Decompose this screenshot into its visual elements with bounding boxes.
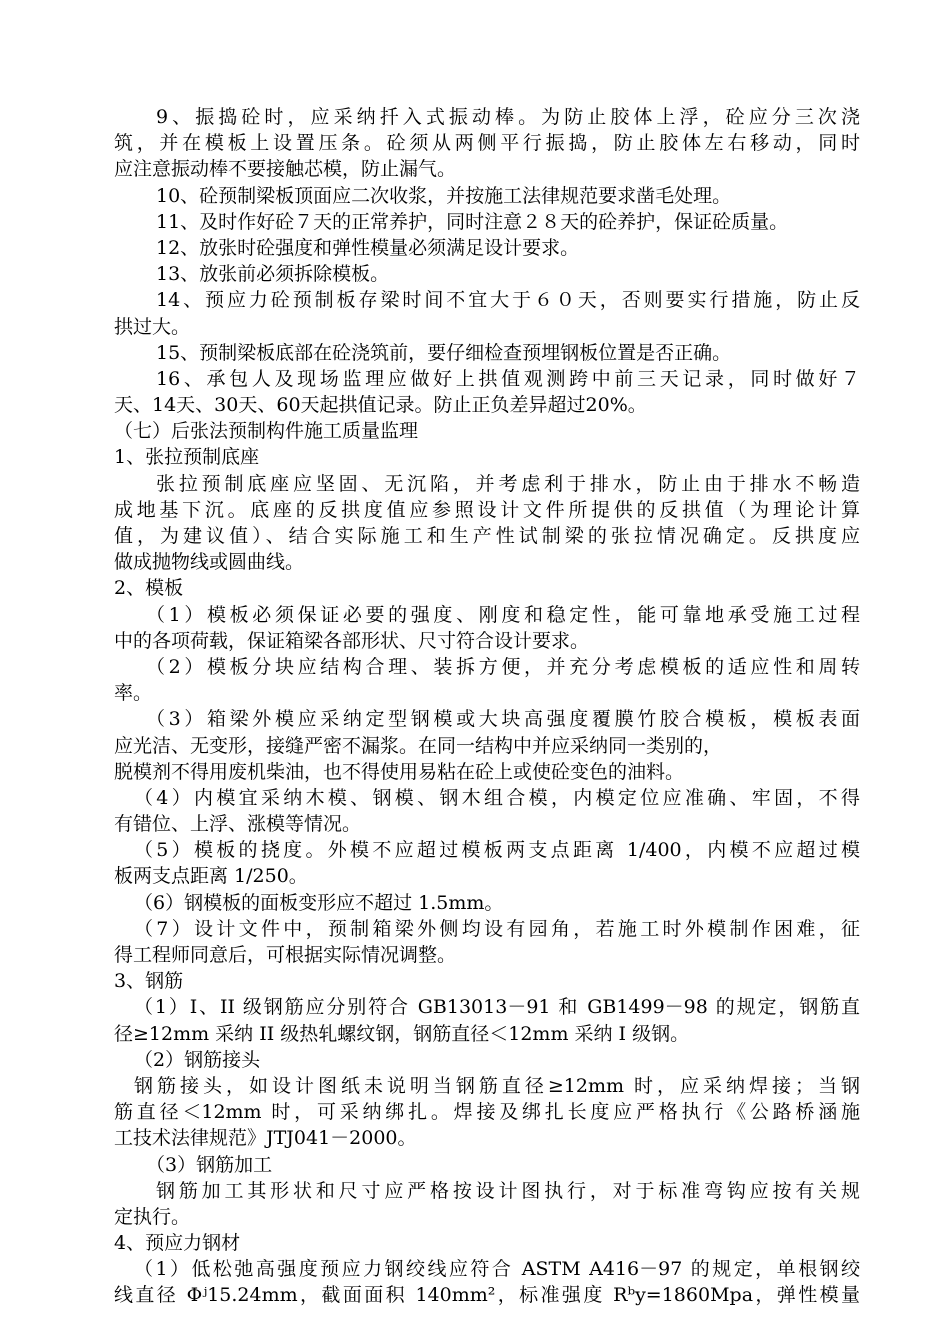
text-line: 15、预制梁板底部在砼浇筑前，要仔细检查预埋钢板位置是否正确。 xyxy=(156,341,732,364)
text-line: 11、及时作好砼７天的正常养护，同时注意２８天的砼养护，保证砼质量。 xyxy=(156,210,789,233)
text-line: （7）设计文件中，预制箱梁外侧均设有园角，若施工时外模制作困难，征 xyxy=(134,917,860,940)
text-line: 16、承包人及现场监理应做好上拱值观测跨中前三天记录，同时做好７ xyxy=(156,367,860,390)
text-line: 应注意振动棒不要接触芯模，防止漏气。 xyxy=(114,158,457,181)
text-line: 2、模板 xyxy=(114,577,184,600)
text-line: 10、砼预制梁板顶面应二次收浆，并按施工法律规范要求凿毛处理。 xyxy=(156,184,732,207)
text-line: 1、张拉预制底座 xyxy=(114,446,260,469)
text-line: （5）模板的挠度。外模不应超过模板两支点距离 1/400，内模不应超过模 xyxy=(134,839,860,862)
text-line: 3、钢筋 xyxy=(114,970,184,993)
text-line: （2）钢筋接头 xyxy=(134,1048,261,1071)
text-line: 4、预应力钢材 xyxy=(114,1232,241,1255)
text-line: （1）低松弛高强度预应力钢绞线应符合 ASTM A416－97 的规定，单根钢绞 xyxy=(134,1258,860,1281)
text-line: 钢筋接头，如设计图纸未说明当钢筋直径≥12mm 时，应采纳焊接；当钢 xyxy=(134,1074,860,1097)
text-line: 定执行。 xyxy=(114,1205,191,1228)
text-line: （3）箱梁外模应采纳定型钢模或大块高强度覆膜竹胶合模板，模板表面 xyxy=(146,708,860,731)
text-line: 14、预应力砼预制板存梁时间不宜大于６０天，否则要实行措施，防止反 xyxy=(156,289,860,312)
text-line: 筋直径＜12mm 时，可采纳绑扎。焊接及绑扎长度应严格执行《公路桥涵施 xyxy=(114,1101,860,1124)
text-line: 有错位、上浮、涨模等情况。 xyxy=(114,813,362,836)
text-line: 做成抛物线或圆曲线。 xyxy=(114,551,305,574)
text-line: 线直径 Φʲ15.24mm，截面面积 140mm²，标准强度 Rᵇy=1860Mpa，弹性模量 xyxy=(114,1284,860,1307)
text-line: 径≥12mm 采纳 II 级热轧螺纹钢，钢筋直径＜12mm 采纳 I 级钢。 xyxy=(114,1022,690,1045)
text-line: 率。 xyxy=(114,682,153,705)
text-line: （4）内模宜采纳木模、钢模、钢木组合模，内模定位应准确、牢固，不得 xyxy=(134,786,860,809)
text-line: 得工程师同意后，可根据实际情况调整。 xyxy=(114,944,457,966)
text-line: 拱过大。 xyxy=(114,315,191,338)
text-line: （6）钢模板的面板变形应不超过 1.5mm。 xyxy=(134,891,504,914)
text-line: （1）模板必须保证必要的强度、刚度和稳定性，能可靠地承受施工过程 xyxy=(146,603,860,626)
text-line: 应光洁、无变形，接缝严密不漏浆。在同一结构中并应采纳同一类别的， xyxy=(114,734,723,757)
text-line: 13、放张前必须拆除模板。 xyxy=(156,263,390,286)
text-line: 12、放张时砼强度和弹性模量必须满足设计要求。 xyxy=(156,236,580,259)
text-line: 天、14天、30天、60天起拱值记录。防止正负差异超过20%。 xyxy=(114,394,647,417)
text-line: （2）模板分块应结构合理、装拆方便，并充分考虑模板的适应性和周转 xyxy=(146,655,860,678)
text-line: 张拉预制底座应坚固、无沉陷，并考虑利于排水，防止由于排水不畅造 xyxy=(156,472,860,495)
document-page xyxy=(114,104,860,1309)
text-line: 值，为建议值）、结合实际施工和生产性试制梁的张拉情况确定。反拱度应 xyxy=(114,525,860,547)
text-line: （3）钢筋加工 xyxy=(146,1153,273,1176)
text-line: （1）I、II 级钢筋应分别符合 GB13013－91 和 GB1499－98 的规定，钢筋直 xyxy=(134,996,860,1019)
text-line: 筑，并在模板上设置压条。砼须从两侧平行振捣，防止胶体左右移动，同时 xyxy=(114,132,860,155)
text-line: （七）后张法预制构件施工质量监理 xyxy=(114,420,419,443)
text-line: 成地基下沉。底座的反拱度值应参照设计文件所提供的反拱值（为理论计算 xyxy=(114,498,860,521)
text-line: 9、振捣砼时，应采纳扦入式振动棒。为防止胶体上浮，砼应分三次浇 xyxy=(156,106,860,128)
text-line: 工技术法律规范》JTJ041－2000。 xyxy=(114,1127,417,1150)
text-line: 中的各项荷载，保证箱梁各部形状、尺寸符合设计要求。 xyxy=(114,629,590,652)
text-line: 板两支点距离 1/250。 xyxy=(114,865,308,888)
text-line: 脱模剂不得用废机柴油，也不得使用易粘在砼上或使砼变色的油料。 xyxy=(114,760,685,783)
text-line: 钢筋加工其形状和尺寸应严格按设计图执行，对于标准弯钩应按有关规 xyxy=(156,1179,860,1202)
